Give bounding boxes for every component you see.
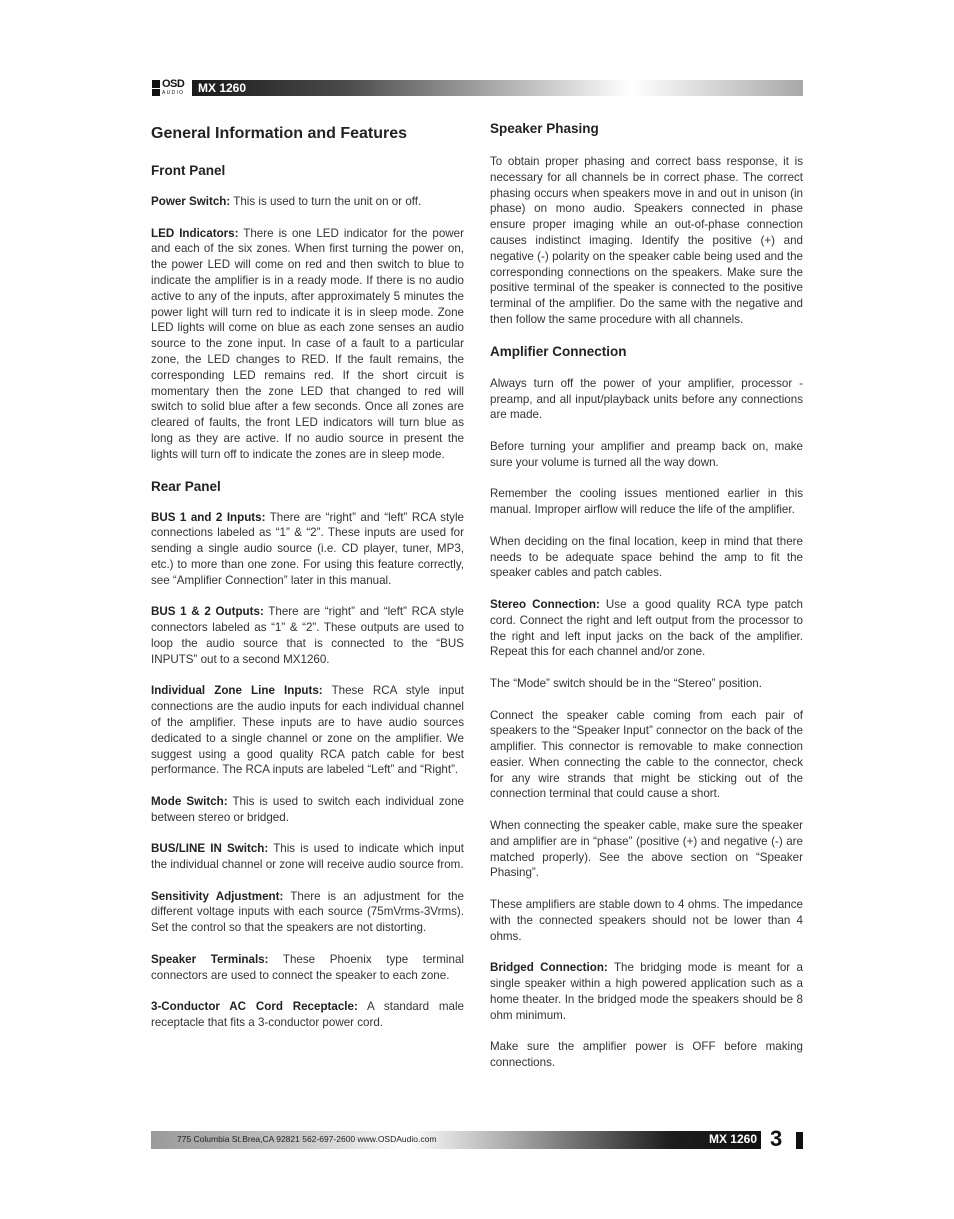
speaker-terminals-text: These Phoenix type terminal connectors are used to connect the speaker to each zone. xyxy=(151,952,464,982)
bus-outputs-text: There are “right” and “left” RCA style connectors labeled as “1” & “2”. These outputs are used to loop the audio source that is connected to the “BUS INPUTS” out to a second MX1260. xyxy=(151,605,464,666)
mode-switch-label: Mode Switch: xyxy=(151,794,228,808)
sensitivity-paragraph xyxy=(151,889,464,936)
header-bar xyxy=(192,80,803,96)
led-indicators-label: LED Indicators: xyxy=(151,226,239,240)
mode-position-text: The “Mode” switch should be in the “Stereo” position. xyxy=(490,676,762,690)
ohms-paragraph: These amplifiers are stable down to 4 ohms. The impedance with the connected speakers should not be lower than 4 ohms. xyxy=(490,898,803,943)
bus-inputs-label: BUS 1 and 2 Inputs: xyxy=(151,510,266,524)
page-number: 3 xyxy=(770,1126,783,1151)
page-footer xyxy=(151,1131,761,1149)
ac-cord-text: A standard male receptacle that fits a 3-conductor power cord. xyxy=(151,1000,464,1030)
speaker-cable-paragraph-2: When connecting the speaker cable, make sure the speaker and amplifier are in “phase” (positive (+) and negative (-) are matched properly). See the above section on “Speaker Phasing”. xyxy=(490,819,803,880)
bus-line-switch-paragraph xyxy=(151,841,464,873)
led-indicators-text: There is one LED indicator for the power and each of the six zones. When first turning the power on, the power LED will come on red and then switch to blue to indicate the amplifier is in a ready mode. If there is no audio active to any of the inputs, after approximately 5 minutes the power light will turn red to indicate it is in sleep mode. Zone LED lights will come on blue as each zone senses an audio source to the zone input. In case of a fault to a particular zone, the LED changes to RED. If the fault remains, the corresponding LED remains red. If the short circuit is momentary then the zone LED that changed to red will switch to solid blue after a few seconds. Once all zones are cleared of faults, the front LED indicators will turn blue as long as they are active. If no audio source in present the lights will turn off to indicate the zones are in sleep mode. xyxy=(151,226,464,461)
zone-inputs-label: Individual Zone Line Inputs: xyxy=(151,684,323,698)
mode-switch-text: This is used to switch each individual zone between stereo or bridged. xyxy=(151,794,464,824)
logo-text: OSD xyxy=(162,78,185,90)
ac-cord-label: 3-Conductor AC Cord Receptacle: xyxy=(151,1000,358,1014)
header-model: MX 1260 xyxy=(198,81,247,95)
bus-inputs-text: There are “right” and “left” RCA style connections labeled as “1” & “2”. These inputs are used for sending a single audio source (i.e. CD player, tuner, MP3, etc.) to more than one zone. For using this feature correctly, see “Amplifier Connection” later in this manual. xyxy=(151,510,464,587)
speaker-phasing-text: To obtain proper phasing and correct bass response, it is necessary for all channels be in correct phase. The correct phasing occurs when speakers move in and out in unison (in phase) on mono audio. Speakers connected in phase ensure proper imaging while an out-of-phase connection causes indistinct imaging. Identify the positive (+) and negative (-) polarity on the speaker cable being used and the corresponding connections on the speakers. Make sure the positive terminal of the speaker is connected to the positive terminal of the amplifier. Do the same with the negative and then follow the same procedure with all channels. xyxy=(490,155,803,326)
right-column xyxy=(490,120,803,1071)
speaker-phasing-heading: Speaker Phasing xyxy=(490,121,599,136)
page-header xyxy=(151,79,803,97)
stereo-connection-paragraph xyxy=(490,597,803,660)
bridged-connection-label: Bridged Connection: xyxy=(490,961,608,975)
power-switch-paragraph xyxy=(151,194,464,210)
stereo-connection-text: Use a good quality RCA type patch cord. Connect the right and left output from the processor to the right and left input jacks on the back of the amplifier. Repeat this for each channel and/or zone. xyxy=(490,597,803,659)
zone-inputs-text: These RCA style input connections are the audio inputs for each individual channel of the amplifier. These inputs are to have audio sources dedicated to a single channel or zone on the amplifier. We suggest using a good quality RCA patch cable for best performance. The RCA inputs are labeled “Left” and “Right”. xyxy=(151,684,464,777)
osd-audio-logo xyxy=(151,79,191,97)
power-off-paragraph: Make sure the amplifier power is OFF before making connections. xyxy=(490,1040,803,1070)
logo-square-top xyxy=(152,80,160,88)
bridged-connection-paragraph xyxy=(490,960,803,1023)
amplifier-connection-heading: Amplifier Connection xyxy=(490,343,627,359)
logo-square-bottom xyxy=(152,89,160,96)
ac-cord-paragraph xyxy=(151,999,464,1031)
amp-conn-paragraph-1: Always turn off the power of your amplifier, processor - preamp, and all input/playback units before any connections are made. xyxy=(490,376,803,422)
sensitivity-label: Sensitivity Adjustment: xyxy=(151,889,284,903)
mode-switch-paragraph xyxy=(151,794,464,826)
power-switch-label: Power Switch: xyxy=(151,195,231,208)
left-column xyxy=(151,120,464,1031)
bus-outputs-paragraph xyxy=(151,604,464,667)
page-title: General Information and Features xyxy=(151,125,408,142)
stereo-connection-label: Stereo Connection: xyxy=(490,597,600,611)
bus-line-switch-label: BUS/LINE IN Switch: xyxy=(151,842,269,856)
speaker-cable-paragraph-1: Connect the speaker cable coming from each pair of speakers to the “Speaker Input” connector on the back of the amplifier. This connector is removable to make connection easier. When connecting the cable to the connector, check for any wire strands that might be sticking out of the connection terminal that could cause a short. xyxy=(490,708,803,801)
amp-conn-paragraph-2: Before turning your amplifier and preamp back on, make sure your volume is turned all the way down. xyxy=(490,439,803,469)
amp-conn-paragraph-3: Remember the cooling issues mentioned earlier in this manual. Improper airflow will reduce the life of the amplifier. xyxy=(490,487,803,517)
power-switch-text: This is used to turn the unit on or off. xyxy=(230,195,422,208)
bus-outputs-label: BUS 1 & 2 Outputs: xyxy=(151,605,264,619)
front-panel-heading: Front Panel xyxy=(151,163,226,178)
logo-subtext: AUDIO xyxy=(162,90,185,96)
rear-panel-heading: Rear Panel xyxy=(151,478,221,494)
footer-tick-mark xyxy=(796,1132,803,1149)
speaker-terminals-paragraph xyxy=(151,952,464,984)
zone-inputs-paragraph xyxy=(151,683,464,778)
sensitivity-text: There is an adjustment for the different voltage inputs with each source (75mVrms-3Vrms). Set the control so that the speakers are not distorting. xyxy=(151,889,464,935)
speaker-terminals-label: Speaker Terminals: xyxy=(151,952,269,966)
bus-inputs-paragraph xyxy=(151,510,464,589)
bridged-connection-text: The bridging mode is meant for a single speaker within a high powered application such as a home theater. In the bridged mode the speakers should be 8 ohm minimum. xyxy=(490,961,803,1022)
footer-address: 775 Columbia St.Brea,CA 92821 562-697-2600 www.OSDAudio.com xyxy=(177,1134,437,1144)
led-indicators-paragraph xyxy=(151,226,464,463)
amp-conn-paragraph-4: When deciding on the final location, keep in mind that there needs to be adequate space behind the amp to fit the speaker cables and patch cables. xyxy=(490,534,803,580)
footer-model: MX 1260 xyxy=(708,1132,757,1146)
bus-line-switch-text: This is used to indicate which input the individual channel or zone will receive audio source from. xyxy=(151,842,464,872)
